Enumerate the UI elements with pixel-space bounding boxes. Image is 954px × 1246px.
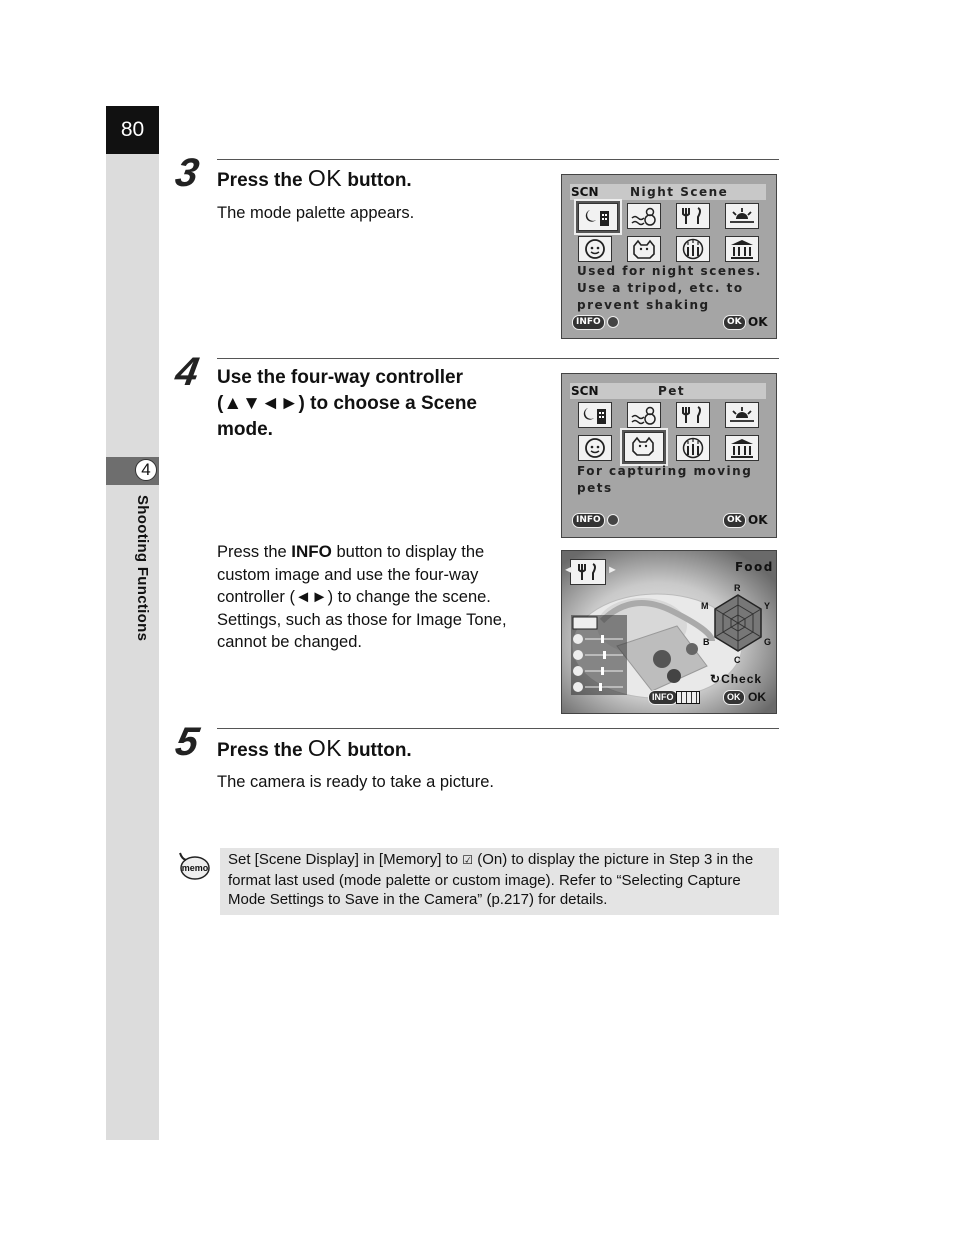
kids-icon bbox=[578, 236, 612, 262]
radar-label: G bbox=[764, 637, 772, 647]
step-divider bbox=[217, 358, 779, 359]
surf-snow-icon bbox=[627, 203, 661, 229]
step-heading: Press the OK button. bbox=[217, 735, 412, 761]
step-body: The mode palette appears. bbox=[217, 204, 415, 222]
ok-label: OK bbox=[748, 690, 766, 704]
sunset-icon bbox=[725, 203, 759, 229]
sidebar bbox=[106, 106, 159, 1140]
camera-screen-pet bbox=[561, 373, 777, 538]
right-arrow-icon: ► bbox=[607, 564, 618, 576]
step-body: The camera is ready to take a picture. bbox=[217, 773, 494, 791]
pet-icon bbox=[624, 432, 664, 462]
settings-icon bbox=[607, 514, 619, 526]
night-scene-icon bbox=[578, 402, 612, 428]
radar-label: B bbox=[703, 637, 710, 647]
ok-button-label: OK bbox=[723, 513, 746, 528]
step-divider bbox=[217, 159, 779, 160]
mode-name: Pet bbox=[658, 384, 686, 398]
memo-text: Set [Scene Display] in [Memory] to ☑ (On) to display the picture in Step 3 in the format last used (mode palette or custom image). Refer to “Selecting Capture Mode Settings to Save in the Camera” (p.217) for details. bbox=[228, 851, 754, 908]
check-label: ↻Check bbox=[710, 672, 763, 686]
grid-icon bbox=[676, 691, 700, 704]
scene-description: Used for night scenes. Use a tripod, etc. to prevent shaking bbox=[577, 264, 762, 312]
chapter-title: Shooting Functions bbox=[134, 495, 151, 642]
step-number: 3 bbox=[172, 151, 201, 195]
candlelight-icon bbox=[676, 435, 710, 461]
info-paragraph: Press the INFO button to display the custom image and use the four-way controller (◄►) to change the scene. Settings, such as those for Image Tone, cannot be changed. bbox=[217, 542, 507, 652]
mode-name: Night Scene bbox=[630, 185, 729, 199]
radar-label: M bbox=[701, 601, 709, 611]
step-number: 5 bbox=[172, 720, 201, 764]
info-button-label: INFO bbox=[572, 513, 605, 528]
scn-label: SCN bbox=[571, 185, 599, 199]
museum-icon bbox=[725, 435, 759, 461]
radar-label: R bbox=[734, 583, 741, 593]
food-icon bbox=[676, 203, 710, 229]
pet-icon bbox=[627, 236, 661, 262]
chapter-number: 4 bbox=[135, 459, 157, 481]
page-number: 80 bbox=[106, 106, 159, 154]
settings-icon bbox=[607, 316, 619, 328]
parameter-sliders bbox=[571, 615, 627, 695]
step-heading: Press the OK button. bbox=[217, 165, 412, 191]
refresh-icon: ↻ bbox=[710, 672, 722, 686]
hue-radar-chart bbox=[700, 585, 777, 665]
left-arrow-icon: ◄ bbox=[563, 564, 574, 576]
step-heading: Use the four-way controller (▲▼◄►) to choose a Scene mode. bbox=[217, 367, 477, 440]
svg-text:memo: memo bbox=[181, 863, 209, 873]
memo-icon bbox=[176, 851, 210, 881]
night-scene-icon bbox=[578, 203, 618, 231]
ok-button-label: OK bbox=[723, 690, 745, 705]
kids-icon bbox=[578, 435, 612, 461]
ok-label: OK bbox=[748, 315, 768, 329]
food-icon bbox=[676, 402, 710, 428]
camera-screen-night-scene bbox=[561, 174, 777, 339]
info-button-label: INFO bbox=[572, 315, 605, 330]
ok-label: OK bbox=[748, 513, 768, 527]
mode-name: Food bbox=[735, 560, 774, 574]
camera-screen-food bbox=[561, 550, 777, 714]
scene-description: For capturing moving pets bbox=[577, 464, 753, 495]
radar-label: C bbox=[734, 655, 741, 665]
candlelight-icon bbox=[676, 236, 710, 262]
ok-button-label: OK bbox=[723, 315, 746, 330]
surf-snow-icon bbox=[627, 402, 661, 428]
step-divider bbox=[217, 728, 779, 729]
food-icon bbox=[570, 559, 606, 585]
radar-label: Y bbox=[764, 601, 771, 611]
museum-icon bbox=[725, 236, 759, 262]
step-number: 4 bbox=[172, 350, 201, 394]
sunset-icon bbox=[725, 402, 759, 428]
scn-label: SCN bbox=[571, 384, 599, 398]
checkbox-icon: ☑ bbox=[462, 853, 474, 867]
info-button-label: INFO bbox=[648, 690, 678, 705]
